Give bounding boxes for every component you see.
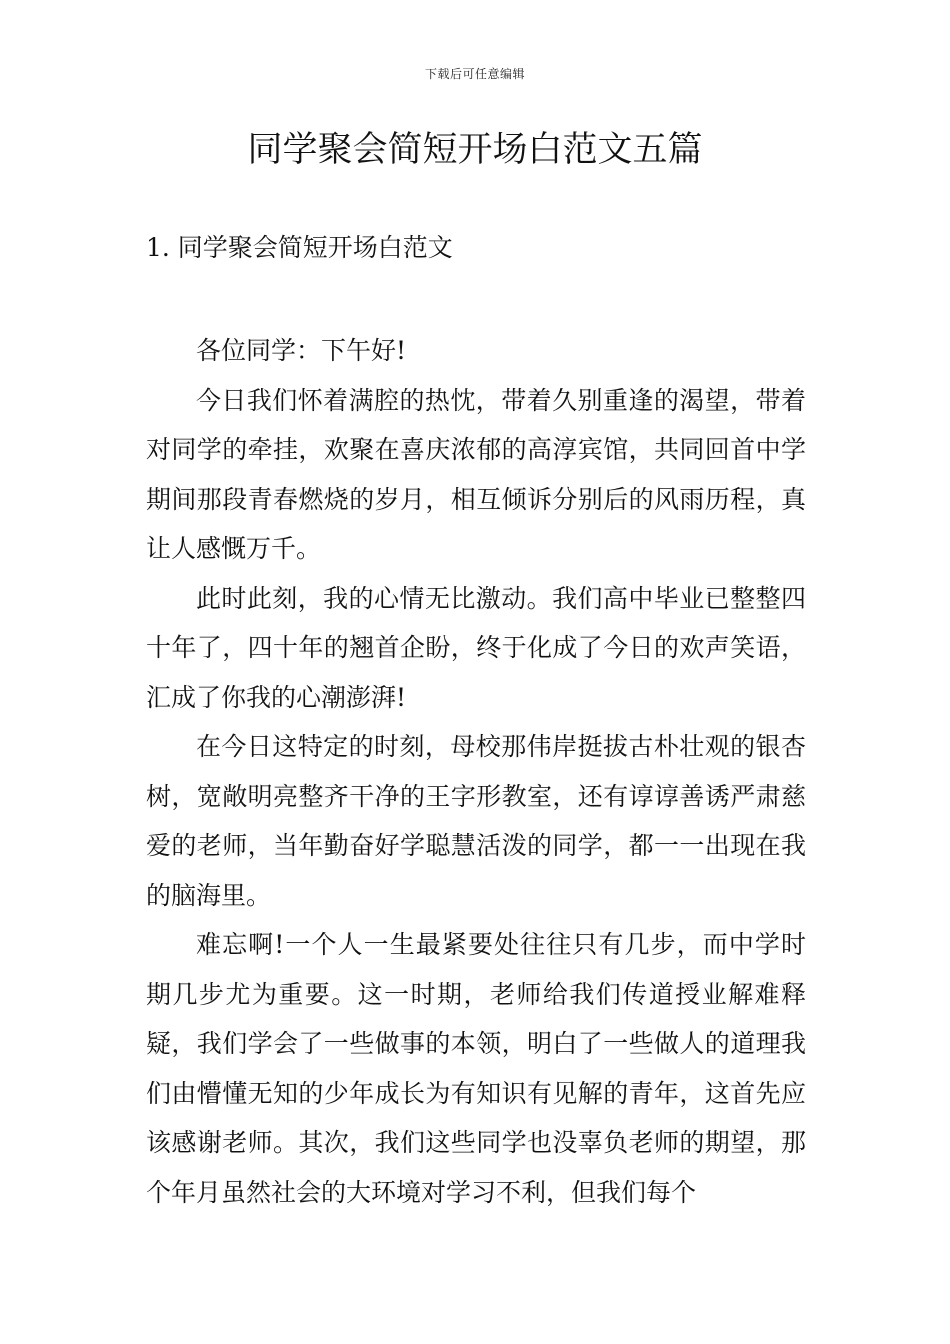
paragraph-greeting: 各位同学：下午好! <box>196 336 407 365</box>
section-heading: 1. 同学聚会简短开场白范文 <box>146 233 453 262</box>
paragraph: 难忘啊!一个人一生最紧要处往往只有几步，而中学时期几步尤为重要。这一时期，老师给我们传道授业解难释疑，我们学会了一些做事的本领，明白了一些做人的道理我们由懵懂无知的少年成长为有知识有见解的青年，这首先应该感谢老师。其次，我们这些同学也没辜负老师的期望，那个年月虽然社会的大环境对学习不利，但我们每个 <box>146 930 806 1207</box>
paragraph: 在今日这特定的时刻，母校那伟岸挺拔古朴壮观的银杏树，宽敞明亮整齐干净的王字形教室，还有谆谆善诱严肃慈爱的老师，当年勤奋好学聪慧活泼的同学，都一一出现在我的脑海里。 <box>146 732 806 910</box>
header-note: 下载后可任意编辑 <box>424 67 525 81</box>
paragraph: 今日我们怀着满腔的热忱，带着久别重逢的渴望，带着对同学的牵挂，欢聚在喜庆浓郁的高淳宾馆，共同回首中学期间那段青春燃烧的岁月，相互倾诉分别后的风雨历程，真让人感慨万千。 <box>146 385 806 563</box>
document-body <box>146 326 806 1217</box>
paragraph: 此时此刻，我的心情无比激动。我们高中毕业已整整四十年了，四十年的翘首企盼，终于化成了今日的欢声笑语，汇成了你我的心潮澎湃! <box>146 583 806 712</box>
document-title: 同学聚会简短开场白范文五篇 <box>247 130 703 170</box>
